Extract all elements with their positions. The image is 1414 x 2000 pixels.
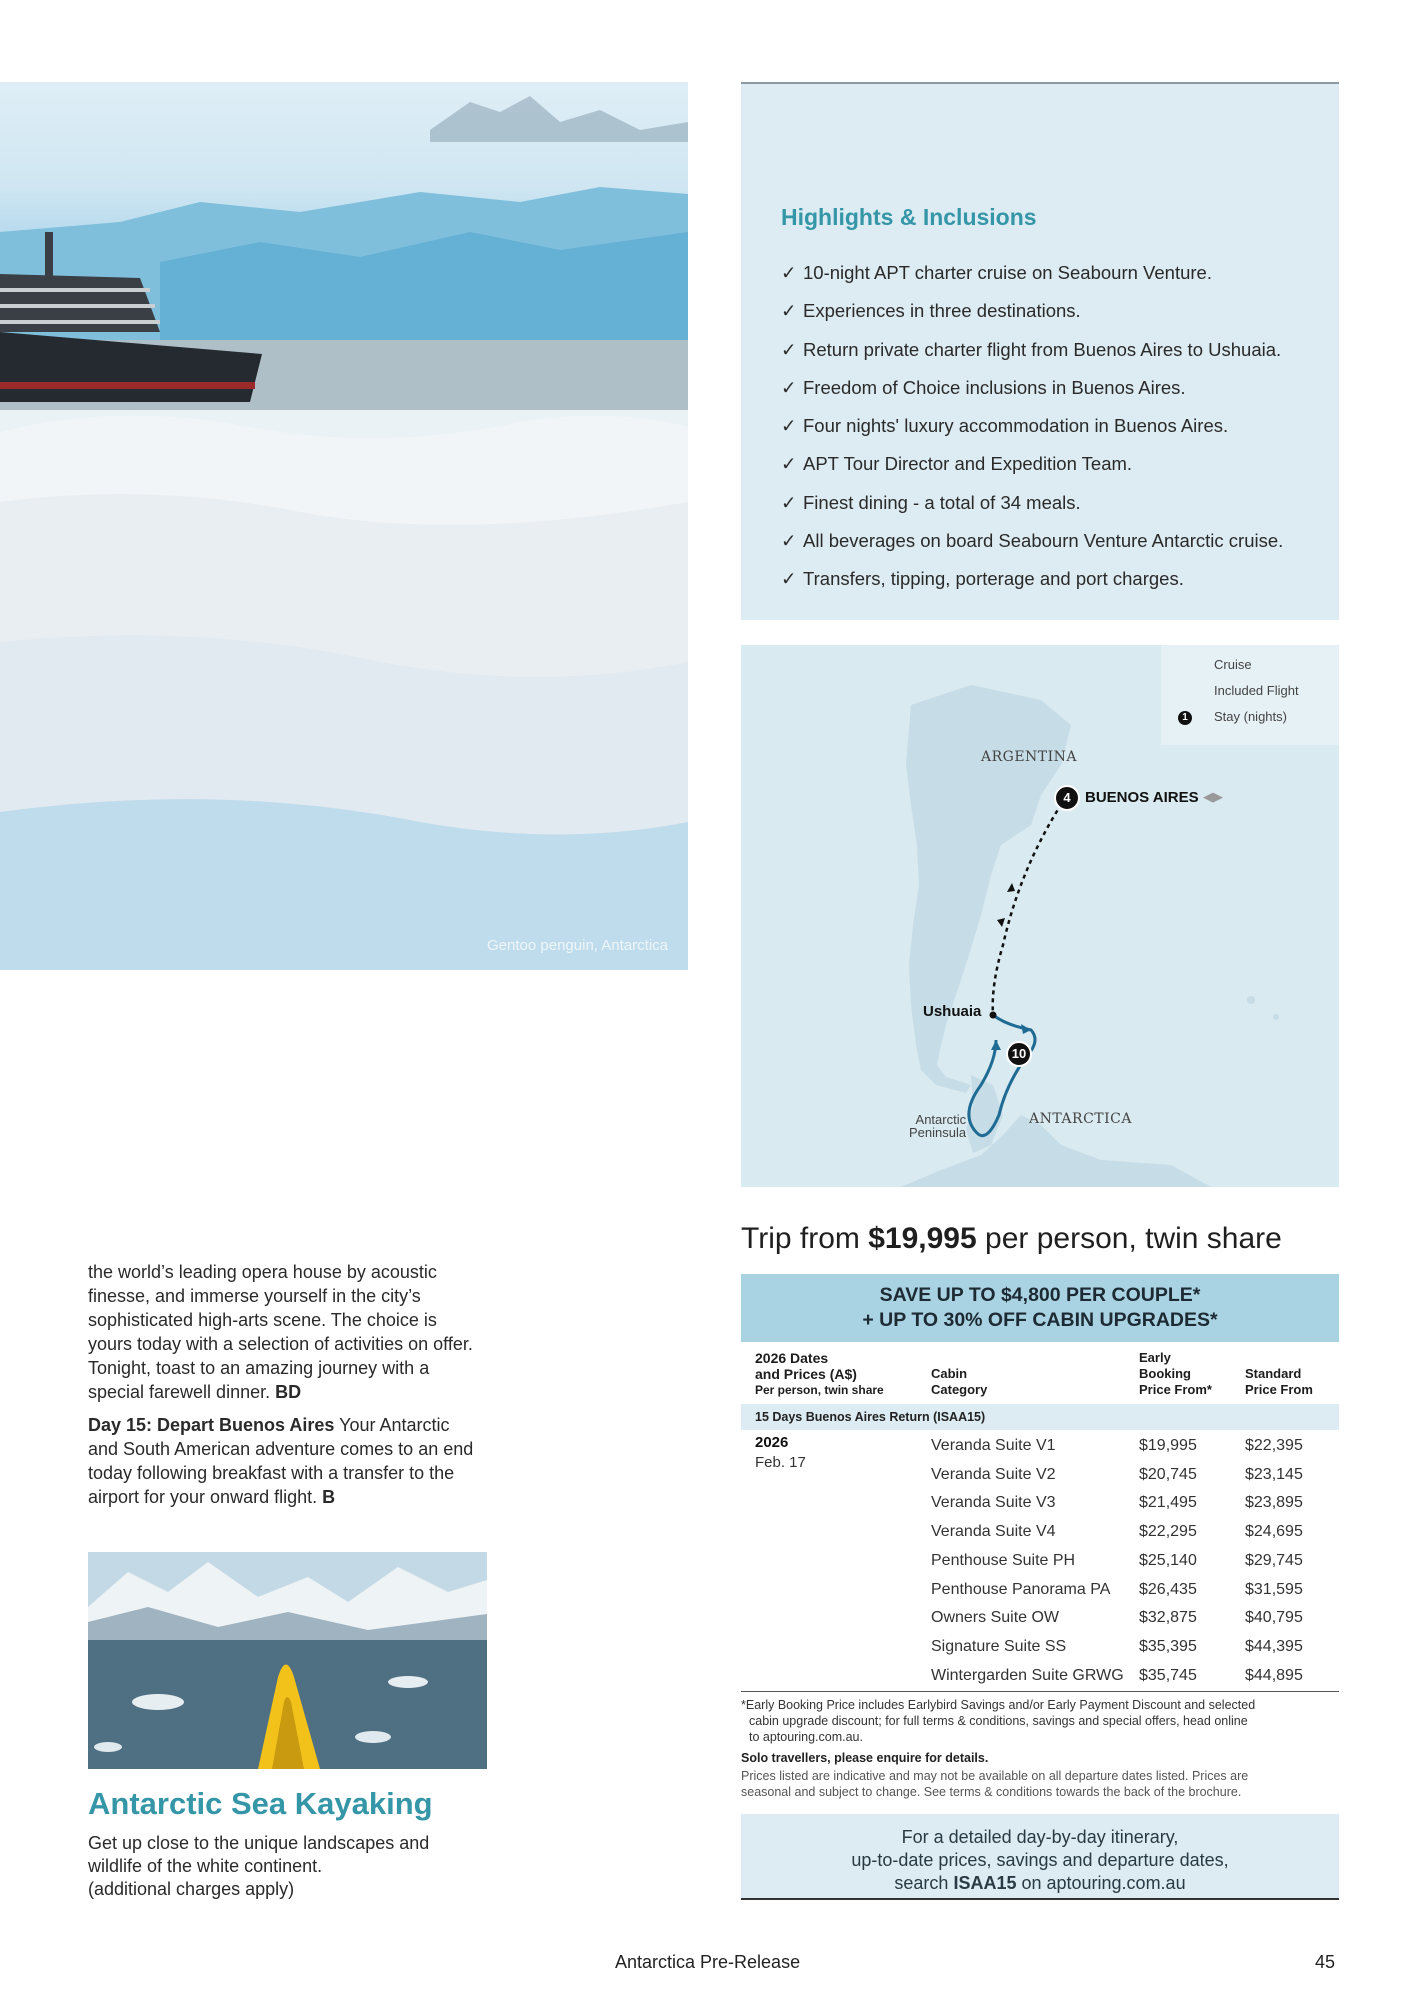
header-standard: Standard Price From	[1245, 1366, 1313, 1397]
itinerary-day-15: Day 15: Depart Buenos Aires Your Antarctic and South American adventure comes to an end today following breakfast with a transfer to the airport for your onward flight. B	[88, 1415, 474, 1507]
list-item: ✓ Experiences in three destinations.	[781, 292, 1283, 330]
list-item: ✓ Freedom of Choice inclusions in Buenos Aires.	[781, 369, 1283, 407]
check-icon: ✓	[781, 530, 797, 552]
meal-code: BD	[275, 1382, 302, 1402]
route-map	[741, 645, 1339, 1187]
meal-code: B	[322, 1487, 336, 1507]
savings-banner	[741, 1274, 1339, 1342]
kayak-title: Antarctic Sea Kayaking	[88, 1786, 433, 1821]
header-early-booking: Early Booking Price From*	[1139, 1350, 1212, 1397]
kayak-photo	[88, 1552, 487, 1769]
table-row: Veranda Suite V1 $19,995 $22,395	[931, 1437, 1303, 1454]
label-argentina: ARGENTINA	[981, 749, 1078, 765]
trip-price-heading: Trip from $19,995 per person, twin share	[741, 1222, 1282, 1255]
day-heading: Day 15: Depart Buenos Aires	[88, 1415, 335, 1435]
label-antarctic-peninsula: Antarctic Peninsula	[909, 1112, 967, 1140]
highlights-panel	[741, 82, 1339, 620]
hero-photo	[0, 82, 688, 970]
footnote: *Early Booking Price includes Earlybird Savings and/or Early Payment Discount and selected cabin upgrade discount; for full terms & conditions, savings and special offers, head online to aptouring.com.au.	[741, 1698, 1256, 1744]
map-legend	[1161, 645, 1339, 745]
photo-caption: Gentoo penguin, Antarctica	[487, 937, 668, 954]
solo-note: Solo travellers, please enquire for details.	[741, 1751, 989, 1765]
page-number: 45	[1315, 1952, 1336, 1972]
list-item: ✓ All beverages on board Seabourn Venture Antarctic cruise.	[781, 522, 1283, 560]
header-cabin: Cabin Category	[931, 1366, 988, 1397]
check-icon: ✓	[781, 338, 797, 360]
legend-flight-label: Included Flight	[1214, 683, 1299, 698]
itinerary-text	[88, 1260, 478, 1518]
stop-buenos-aires-nights: 4	[1054, 785, 1080, 811]
list-item: ✓ Finest dining - a total of 34 meals.	[781, 484, 1283, 522]
list-item: ✓ Four nights' luxury accommodation in Buenos Aires.	[781, 407, 1283, 445]
ushuaia-dot	[990, 1012, 997, 1019]
table-row: Penthouse Suite PH $25,140 $29,745	[931, 1551, 1303, 1569]
table-row: Veranda Suite V3 $21,495 $23,895	[931, 1494, 1303, 1512]
table-bottom-rule	[741, 1691, 1339, 1692]
departure-year: 2026	[755, 1434, 789, 1451]
itinerary-cta: For a detailed day-by-day itinerary, up-to-date prices, savings and departure dates, search ISAA15 on aptouring.com.au	[741, 1814, 1339, 1900]
highlights-title: Highlights & Inclusions	[781, 204, 1037, 230]
savings-line-2: + UP TO 30% OFF CABIN UPGRADES*	[862, 1309, 1218, 1331]
check-icon: ✓	[781, 262, 797, 283]
table-row: Veranda Suite V2 $20,745 $23,145	[931, 1465, 1303, 1483]
legend-cruise-label: Cruise	[1214, 657, 1252, 672]
tour-code-bar: 15 Days Buenos Aires Return (ISAA15)	[741, 1404, 1339, 1430]
table-row: Signature Suite SS $35,395 $44,395	[931, 1637, 1303, 1655]
check-icon: ✓	[781, 491, 797, 513]
check-icon: ✓	[781, 453, 797, 475]
footer-title: Antarctica Pre-Release	[615, 1952, 801, 1972]
check-icon: ✓	[781, 568, 797, 590]
table-row: Owners Suite OW $32,875 $40,795	[931, 1609, 1303, 1627]
list-item: ✓ APT Tour Director and Expedition Team.	[781, 445, 1283, 483]
stop-cruise-nights: 10	[1006, 1041, 1032, 1067]
arrows-icon: ◀▶	[1203, 789, 1223, 804]
list-item: ✓ Transfers, tipping, porterage and port charges.	[781, 560, 1283, 598]
itinerary-paragraph: the world’s leading opera house by acoustic finesse, and immerse yourself in the city’s sophisticated high-arts scene. The choice is yours today with a selection of activities on offer. Tonight, toast to an amazing journey with a special farewell dinner. BD	[88, 1262, 473, 1402]
legend-stay-marker: 1	[1178, 711, 1192, 725]
search-code[interactable]: ISAA15	[953, 1873, 1017, 1893]
table-row: Penthouse Panorama PA $26,435 $31,595	[931, 1580, 1303, 1598]
list-item: ✓ Return private charter flight from Buenos Aires to Ushuaia.	[781, 331, 1283, 369]
list-item: ✓ 10-night APT charter cruise on Seabourn Venture.	[781, 254, 1283, 292]
departure-date: Feb. 17	[755, 1454, 806, 1471]
flight-arrow-up-icon	[1007, 883, 1015, 892]
label-buenos-aires: BUENOS AIRES	[1085, 789, 1199, 806]
flight-arrow-down-icon	[997, 918, 1005, 927]
disclaimer: Prices listed are indicative and may not be available on all departure dates listed. Prices are seasonal and subject to change. See terms & conditions towards the back of the brochure.	[741, 1769, 1249, 1799]
header-dates: 2026 Dates and Prices (A$) Per person, twin share	[755, 1350, 884, 1397]
check-icon: ✓	[781, 415, 797, 437]
check-icon: ✓	[781, 376, 797, 398]
label-ushuaia: Ushuaia	[923, 1003, 982, 1020]
check-icon: ✓	[781, 300, 797, 322]
table-row: Veranda Suite V4 $22,295 $24,695	[931, 1523, 1303, 1541]
cruise-arrow-icon	[991, 1040, 1001, 1050]
table-row: Wintergarden Suite GRWG $35,745 $44,895	[931, 1666, 1303, 1684]
kayak-description: Get up close to the unique landscapes and wildlife of the white continent. (additional charges apply)	[88, 1833, 430, 1899]
legend-stay-label: Stay (nights)	[1214, 709, 1287, 724]
highlights-list	[781, 254, 1283, 599]
label-antarctica: ANTARCTICA	[1029, 1111, 1132, 1127]
savings-line-1: SAVE UP TO $4,800 PER COUPLE*	[879, 1284, 1201, 1306]
